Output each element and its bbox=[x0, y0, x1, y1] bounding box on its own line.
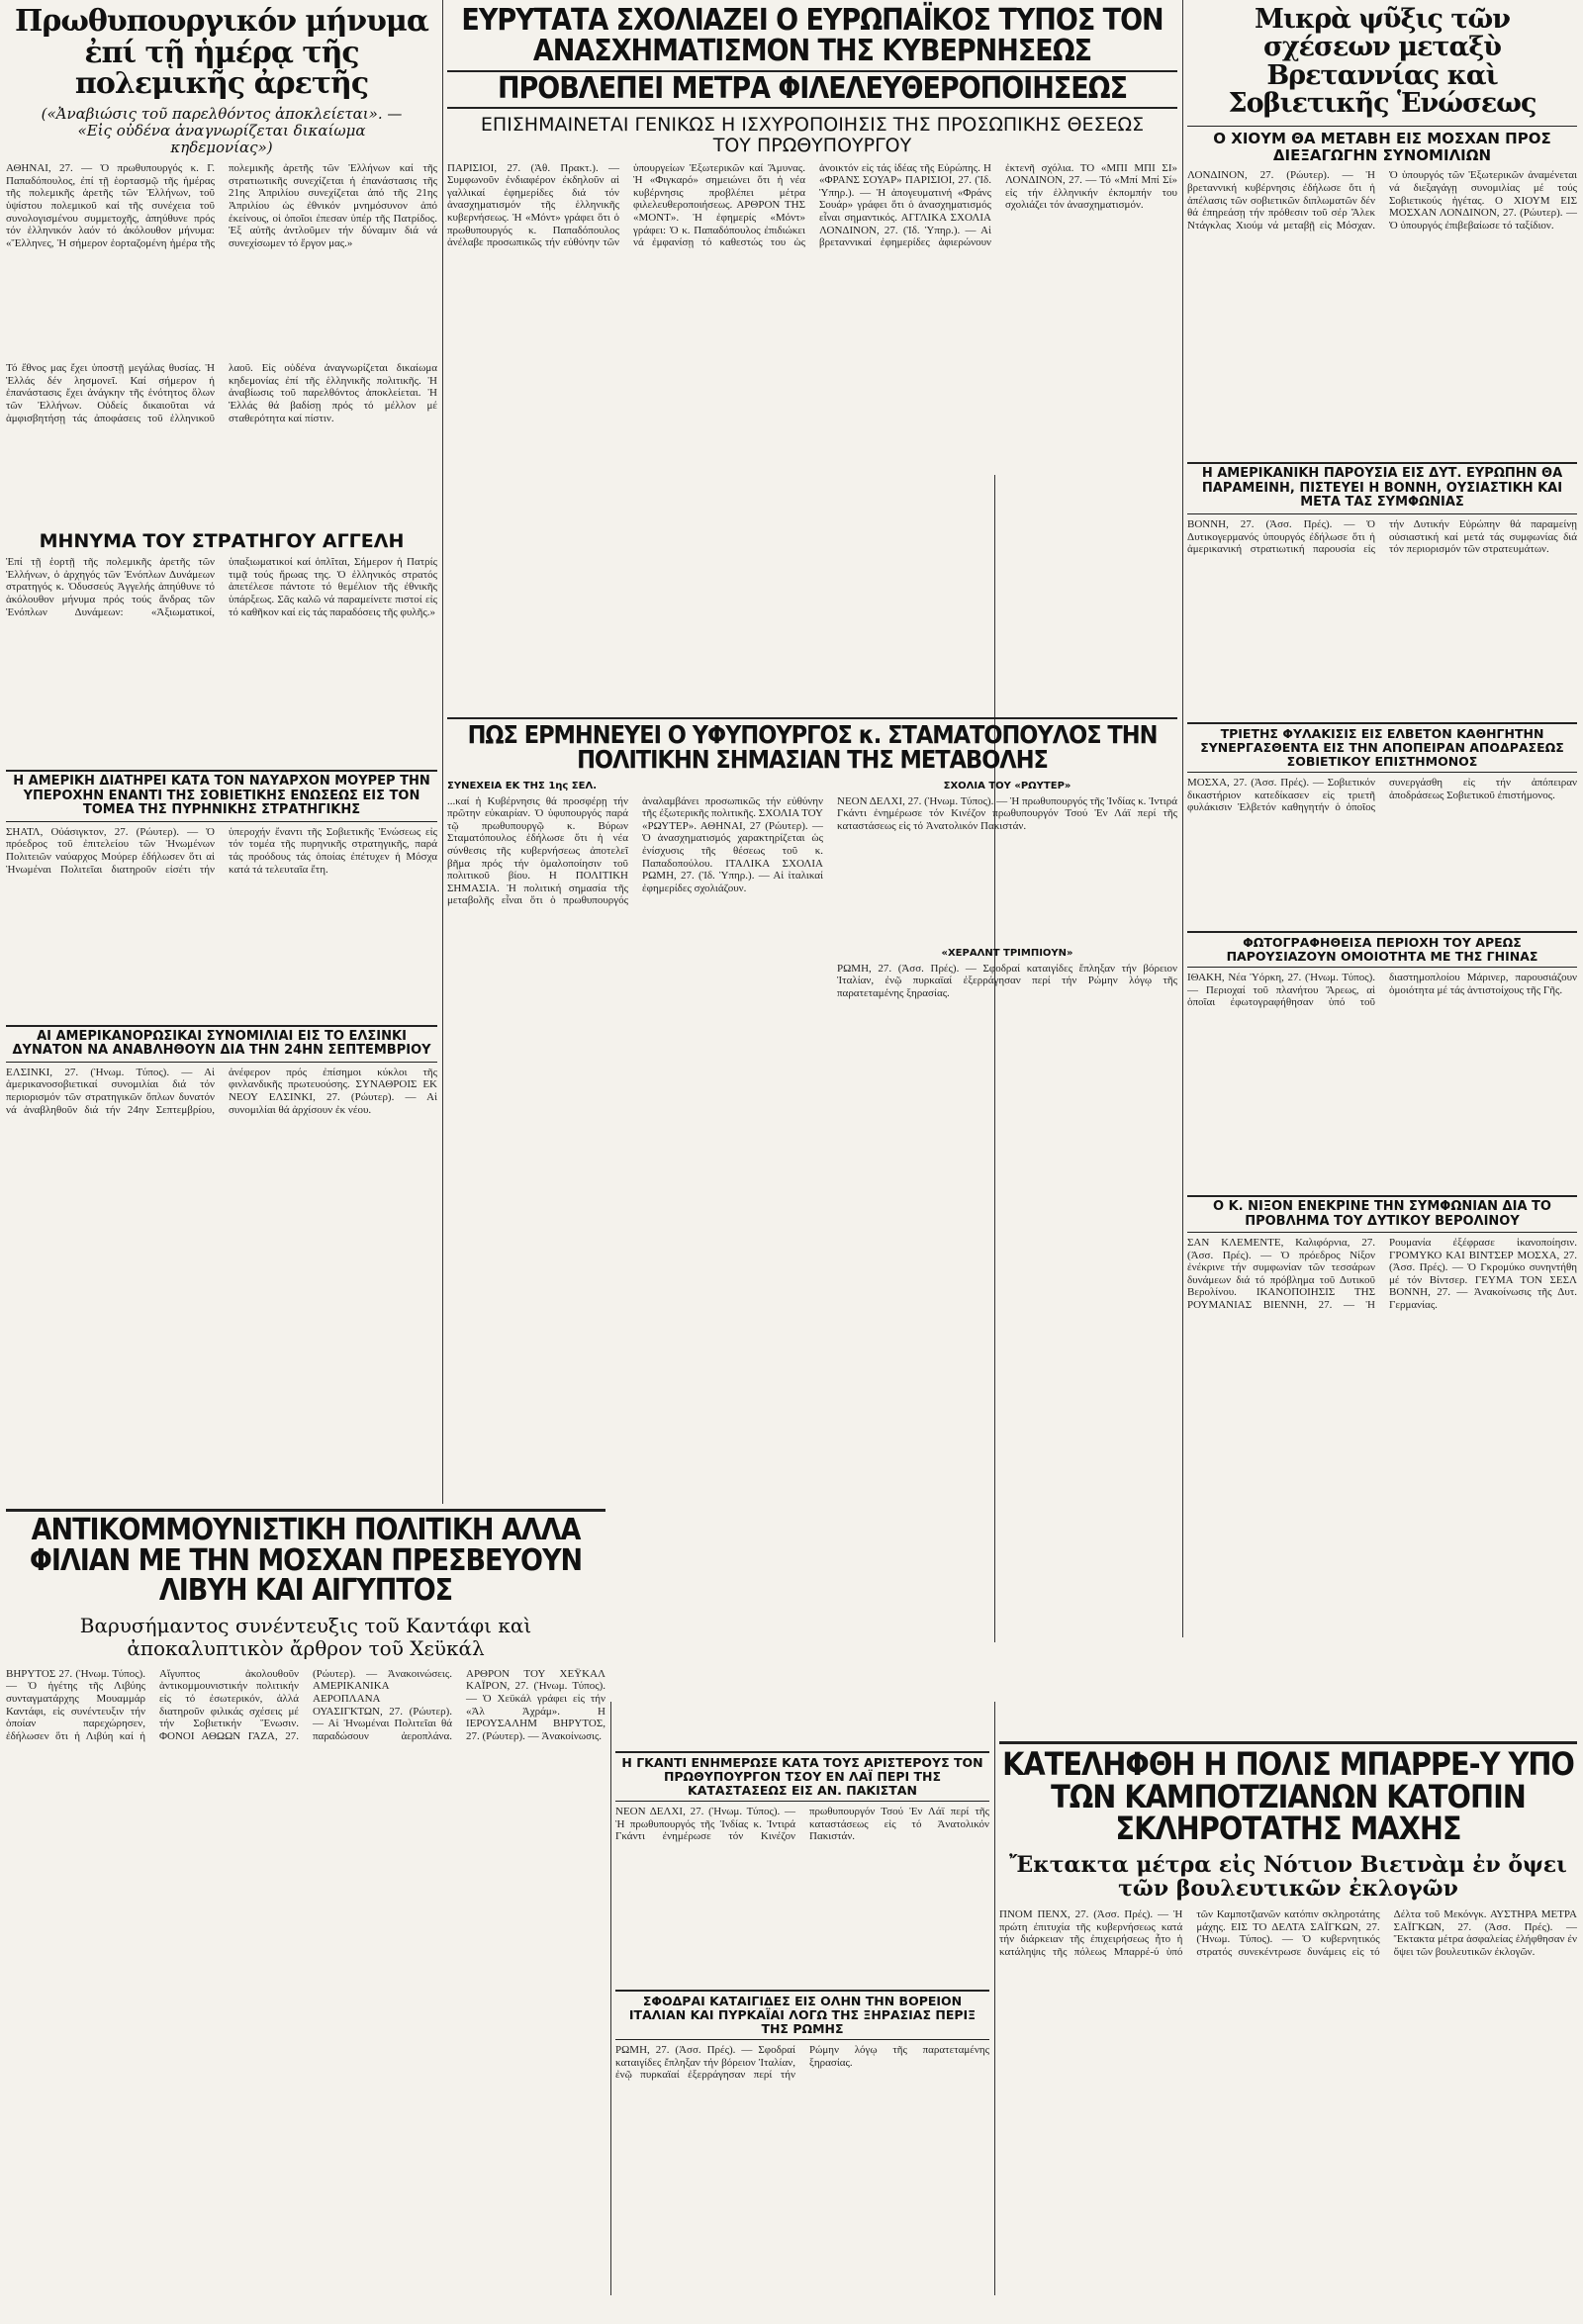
berlin-body: ΣΑΝ ΚΛΕΜΕΝΤΕ, Καλιφόρνια, 27. (Ἀσσ. Πρές). — Ὁ πρόεδρος Νίξον ἐνέκρινε τήν συμφωνίαν τῶν τεσσάρων δυνάμεων διά τό πρόβλημα τοῦ Δυτικοῦ Βερολίνου. ΙΚΑΝΟΠΟΙΗΣΙΣ ΤΗΣ ΡΟΥΜΑΝΙΑΣ ΒΙΕΝΝΗ, 27. — Ἡ Ρουμανία ἐξέφρασε ἱκανοποίησιν. ΓΡΟΜΥΚΟ ΚΑΙ ΒΙΝΤΣΕΡ ΜΟΣΧΑ, 27. (Ἀσσ. Πρές). — Ὁ Γκρομύκο συνηντήθη μέ τόν Βίντσερ. ΓΕΥΜΑ ΤΟΝ ΣΕΣΛ ΒΟΝΝΗ, 27. — Ἀνακοίνωσις τῆς Δυτ. Γερμανίας. bbox=[1187, 1237, 1577, 1312]
stamatopoulos-headline: ΠΩΣ ΕΡΜΗΝΕΥΕΙ Ο ΥΦΥΠΟΥΡΓΟΣ κ. ΣΤΑΜΑΤΟΠΟΥΛΟΣ ΤΗΝ ΠΟΛΙΤΙΚΗΝ ΣΗΜΑΣΙΑΝ ΤΗΣ ΜΕΤΑΒΟΛΗΣ bbox=[447, 717, 1177, 773]
bonn-headline: Η ΑΜΕΡΙΚΑΝΙΚΗ ΠΑΡΟΥΣΙΑ ΕΙΣ ΔΥΤ. ΕΥΡΩΠΗΝ ΘΑ ΠΑΡΑΜΕΙΝΗ, ΠΙΣΤΕΥΕΙ Η ΒΟΝΝΗ, ΟΥΣΙΑΣΤΙΚΗ ΚΑΙ ΜΕΤΑ ΤΑΣ ΣΥΜΦΩΝΙΑΣ bbox=[1187, 462, 1577, 514]
angelis-headline: ΜΗΝΥΜΑ ΤΟΥ ΣΤΡΑΤΗΓΟΥ ΑΓΓΕΛΗ bbox=[39, 530, 405, 553]
european-press-headline: ΕΥΡΥΤΑΤΑ ΣΧΟΛΙΑΖΕΙ Ο ΕΥΡΩΠΑΪΚΟΣ ΤΥΠΟΣ ΤΟΝ ΑΝΑΣΧΗΜΑΤΙΣΜΟΝ ΤΗΣ ΚΥΒΕΡΝΗΣΕΩΣ bbox=[461, 3, 1164, 68]
angelis-body: Ἐπί τῇ ἑορτῇ τῆς πολεμικῆς ἀρετῆς τῶν Ἑλλήνων, ὁ ἀρχηγός τῶν Ἐνόπλων Δυνάμεων στρατηγός κ. Ὀδυσσεύς Ἀγγελής ἀπηύθυνε τό ἀκόλουθον μήνυμα πρός τούς ἄνδρας τῶν Ἐνόπλων Δυνάμεων: «Ἀξιωματικοί, ὑπαξιωματικοί καί ὁπλῖται, Σήμερον ἡ Πατρίς τιμᾷ τούς ἥρωας της. Ὁ ἑλληνικός στρατός ἀπετέλεσε πάντοτε τό θεμέλιον τῆς ἐθνικῆς ὑπάρξεως. Σᾶς καλῶ νά παραμείνετε πιστοί εἰς τό καθῆκον καί εἰς τάς παραδόσεις τῆς φυλῆς.» bbox=[6, 556, 437, 618]
center-column bbox=[447, 0, 1177, 1429]
libya-egypt-dek: Βαρυσήμαντος συνέντευξις τοῦ Καντάφι καὶ ἀποκαλυπτικὸν ἄρθρον τοῦ Χεϋκάλ bbox=[79, 1613, 532, 1660]
reuters-subhead: ΣΧΟΛΙΑ ΤΟΥ «ΡΩΥΤΕΡ» bbox=[943, 780, 1071, 791]
uk-ussr-headline: Μικρὰ ψῦξις τῶν σχέσεων μεταξὺ Βρεταννίας καὶ Σοβιετικῆς Ἑνώσεως bbox=[1228, 4, 1536, 120]
nuclear-headline: Η ΑΜΕΡΙΚΗ ΔΙΑΤΗΡΕΙ ΚΑΤΑ ΤΟΝ ΝΑΥΑΡΧΟΝ ΜΟΥΡΕΡ ΤΗΝ ΥΠΕΡΟΧΗΝ ΕΝΑΝΤΙ ΤΗΣ ΣΟΒΙΕΤΙΚΗΣ ΕΝΩΣΕΩΣ ΕΙΣ ΤΟΝ ΤΟΜΕΑ ΤΗΣ ΠΥΡΗΝΙΚΗΣ ΣΤΡΑΤΗΓΙΚΗΣ bbox=[6, 770, 437, 822]
gandhi-body: ΝΕΟΝ ΔΕΛΧΙ, 27. (Ἡνωμ. Τύπος). — Ἡ πρωθυπουργός τῆς Ἰνδίας κ. Ἰντιρά Γκάντι ἐνημέρωσε τόν Κινέζον πρωθυπουργόν Τσού Ἐν Λάϊ περί τῆς καταστάσεως εἰς τό Ἀνατολικόν Πακιστάν. bbox=[615, 1806, 989, 1843]
vietnam-dek: Ἔκτακτα μέτρα εἰς Νότιον Βιετνὰμ ἐν ὄψει τῶν βουλευτικῶν ἐκλογῶν bbox=[1009, 1851, 1567, 1903]
herald-body: ΡΩΜΗ, 27. (Ἀσσ. Πρές). — Σφοδραί καταιγίδες ἔπληξαν τήν βόρειον Ἰταλίαν, ἐνῷ πυρκαϊαί ἐξερράγησαν περί τήν Ρώμην λόγῳ τῆς παρατεταμένης ξηρασίας. bbox=[837, 962, 1177, 999]
bottom-right-article bbox=[999, 1741, 1577, 2324]
column-rule bbox=[610, 1702, 611, 2295]
pm-message-headline: Πρωθυπουργικόν μήνυμα ἐπί τῇ ἡμέρᾳ τῆς πολεμικῆς ἀρετῆς bbox=[15, 4, 428, 101]
berlin-headline: Ο Κ. ΝΙΞΟΝ ΕΝΕΚΡΙΝΕ ΤΗΝ ΣΥΜΦΩΝΙΑΝ ΔΙΑ ΤΟ ΠΡΟΒΛΗΜΑ ΤΟΥ ΔΥΤΙΚΟΥ ΒΕΡΟΛΙΝΟΥ bbox=[1187, 1195, 1577, 1233]
column-rule bbox=[994, 1702, 995, 2295]
swiss-professor-headline: ΤΡΙΕΤΗΣ ΦΥΛΑΚΙΣΙΣ ΕΙΣ ΕΛΒΕΤΟΝ ΚΑΘΗΓΗΤΗΝ ΣΥΝΕΡΓΑΣΘΕΝΤΑ ΕΙΣ ΤΗΝ ΑΠΟΠΕΙΡΑΝ ΑΠΟΔΡΑΣΕΩΣ ΣΟΒΙΕΤΙΚΟΥ ΕΠΙΣΤΗΜΟΝΟΣ bbox=[1187, 722, 1577, 773]
bottom-left-article bbox=[6, 1509, 605, 2262]
pm-position-subhead: ΕΠΙΣΗΜΑΙΝΕΤΑΙ ΓΕΝΙΚΩΣ Η ΙΣΧΥΡΟΠΟΙΗΣΙΣ ΤΗΣ ΠΡΟΣΩΠΙΚΗΣ ΘΕΣΕΩΣ ΤΟΥ ΠΡΩΘΥΠΟΥΡΓΟΥ bbox=[480, 113, 1145, 156]
italy-storm-headline: ΣΦΟΔΡΑΙ ΚΑΤΑΙΓΙΔΕΣ ΕΙΣ ΟΛΗΝ ΤΗΝ ΒΟΡΕΙΟΝ ΙΤΑΛΙΑΝ ΚΑΙ ΠΥΡΚΑΪΑΙ ΛΟΓΩ ΤΗΣ ΞΗΡΑΣΙΑΣ ΠΕΡΙΞ ΤΗΣ ΡΩΜΗΣ bbox=[615, 1990, 989, 2040]
gandhi-headline: Η ΓΚΑΝΤΙ ΕΝΗΜΕΡΩΣΕ ΚΑΤΑ ΤΟΥΣ ΑΡΙΣΤΕΡΟΥΣ ΤΟΝ ΠΡΩΘΥΠΟΥΡΓΟΝ ΤΣΟΥ ΕΝ ΛΑΪ ΠΕΡΙ ΤΗΣ ΚΑΤΑΣΤΑΣΕΩΣ ΕΙΣ ΑΝ. ΠΑΚΙΣΤΑΝ bbox=[615, 1751, 989, 1802]
cambodia-body: ΠΝΟΜ ΠΕΝΧ, 27. (Ἀσσ. Πρές). — Ἡ πρώτη ἐπιτυχία τῆς κυβερνήσεως κατά τήν διάρκειαν τῆς ἐπιχειρήσεως ἦτο ἡ κατάληψις τῆς πόλεως Μπαρρέ-ύ ὑπό τῶν Καμποτζιανῶν κατόπιν σκληροτάτης μάχης. ΕΙΣ ΤΟ ΔΕΛΤΑ ΣΑΪΓΚΩΝ, 27. (Ἡνωμ. Τύπος). — Ὁ κυβερνητικός στρατός συνεκέντρωσε δυνάμεις εἰς τό Δέλτα τοῦ Μεκόνγκ. ΑΥΣΤΗΡΑ ΜΕΤΡΑ ΣΑΪΓΚΩΝ, 27. (Ἀσσ. Πρές). — Ἔκτακτα μέτρα ἀσφαλείας ἐλήφθησαν ἐν ὄψει τῶν βουλευτικῶν ἐκλογῶν. bbox=[999, 1908, 1577, 1959]
bonn-body: ΒΟΝΝΗ, 27. (Ἀσσ. Πρές). — Ὁ Δυτικογερμανός ὑπουργός ἐδήλωσε ὅτι ἡ ἀμερικανική στρατιωτική παρουσία εἰς τήν Δυτικήν Εὐρώπην θά παραμείνῃ οὐσιαστική καί μετά τάς συμφωνίας διά τόν περιορισμόν τῶν στρατευμάτων. bbox=[1187, 518, 1577, 556]
pm-message-body: ΑΘΗΝΑΙ, 27. — Ὁ πρωθυπουργός κ. Γ. Παπαδόπουλος, ἐπί τῇ ἑορτασμῷ τῆς ἡμέρας τῆς πολεμικῆς ἀρετῆς τῶν Ἑλλήνων, τοῦ ὑψίστου πολεμικοῦ καί τῆς συνέχεια τοῦ συνολογισμένου συμμετοχῆς, ἀπηύθυνε πρός τόν ἑλληνικόν λαόν τό ἀκόλουθον μήνυμα: «Ἕλληνες, Ἡ σήμερον ἑορταζομένη ἡμέρα τῆς πολεμικῆς ἀρετῆς τῶν Ἑλλήνων καί τῆς στρατιωτικῆς συνεχίζεται ἡ ἐπανάστασις τῆς 21ης Ἀπριλίου συνεχίζεται ἀπό τῆς 21ης Ἀπριλίου ὡς ἐθνικόν μνημόσυνον ἀπό ἐκείνους, οἱ ὁποῖοι ἐπεσαν ὑπέρ τῆς Πατρίδος. Ἐξ αὐτῆς ἀντλοῦμεν τήν δύναμιν διά νά συνεχίσωμεν τό ἔργον μας.» bbox=[6, 162, 437, 249]
hume-moscow-subhead: Ο ΧΙΟΥΜ ΘΑ ΜΕΤΑΒΗ ΕΙΣ ΜΟΣΧΑΝ ΠΡΟΣ ΔΙΕΞΑΓΩΓΗΝ ΣΥΝΟΜΙΛΙΩΝ bbox=[1187, 126, 1577, 163]
right-column bbox=[1187, 0, 1577, 1613]
reuters-body: ΝΕΟΝ ΔΕΛΧΙ, 27. (Ἡνωμ. Τύπος). — Ἡ πρωθυπουργός τῆς Ἰνδίας κ. Ἰντιρά Γκάντι ἐνημέρωσε τόν Κινέζον πρωθυπουργόν Τσού Ἐν Λάϊ περί τῆς καταστάσεως εἰς τό Ἀνατολικόν Πακιστάν. bbox=[837, 794, 1177, 832]
european-press-body: ΠΑΡΙΣΙΟΙ, 27. (Ἀθ. Πρακτ.). — Συμφωνοῦν ἐνδιαφέρον ἐκδηλοῦν αἱ γαλλικαί ἐφημερίδες διά τόν ἀνασχηματισμόν τῆς ἑλληνικῆς κυβερνήσεως. Ἡ «Μόντ» γράφει ὅτι ὁ πρωθυπουργός κ. Παπαδόπουλος ἀνέλαβε προσωπικῶς τήν εὐθύνην τῶν ὑπουργείων Ἐξωτερικῶν καί Ἄμυνας. Ἡ «Φιγκαρό» σημειώνει ὅτι ἡ νέα κυβέρνησις προβλέπει μέτρα φιλελευθεροποιήσεως. ΑΡΘΡΟΝ ΤΗΣ «ΜΟΝΤ». Ἡ ἐφημερίς «Μόντ» γράφει: Ὁ κ. Παπαδόπουλος ἐπιδιώκει νά ἐμφανίσῃ τό καθεστώς του ὡς ἀνοικτόν εἰς τάς ἰδέας τῆς Εὐρώπης. Η «ΦΡΑΝΣ ΣΟΥΑΡ» ΠΑΡΙΣΙΟΙ, 27. (Ἰδ. Ὑπηρ.). — Ἡ ἀπογευματινή «Φράνς Σουάρ» γράφει ὅτι ὁ ἀνασχηματισμός εἶναι σημαντικός. ΑΓΓΛΙΚΑ ΣΧΟΛΙΑ ΛΟΝΔΙΝΟΝ, 27. (Ἰδ. Ὑπηρ.). — Αἱ βρεταννικαί ἐφημερίδες ἀφιερώνουν ἐκτενῆ σχόλια. ΤΟ «ΜΠΙ ΜΠΙ ΣΙ» ΛΟΝΔΙΝΟΝ, 27. — Τό «Μπί Μπί Σί» εἰς τήν ἑλληνικήν ἐκπομπήν του σχολιάζει τόν ἀνασχηματισμόν. bbox=[447, 161, 1177, 249]
libya-egypt-body: ΒΗΡΥΤΟΣ 27. (Ἡνωμ. Τύπος). — Ὁ ἡγέτης τῆς Λιβύης συνταγματάρχης Μουαμμάρ Καντάφι, εἰς συνέντευξιν τήν ὁποίαν παρεχώρησεν, ἐδήλωσεν ὅτι ἡ Λιβύη καί ἡ Αἴγυπτος ἀκολουθοῦν ἀντικομμουνιστικήν πολιτικήν εἰς τό ἐσωτερικόν, ἀλλά διατηροῦν φιλικάς σχέσεις μέ τήν Σοβιετικήν Ἕνωσιν. ΦΟΝΟΙ ΑΘΩΩΝ ΓΑΖΑ, 27. (Ρώυτερ). — Ἀνακοινώσεις. ΑΜΕΡΙΚΑΝΙΚΑ ΑΕΡΟΠΛΑΝΑ ΟΥΑΣΙΓΚΤΩΝ, 27. (Ρώυτερ). — Αἱ Ἡνωμέναι Πολιτεῖαι θά παραδώσουν ἀεροπλάνα. ΑΡΘΡΟΝ ΤΟΥ ΧΕΫΚΑΛ ΚΑΪΡΟΝ, 27. (Ἡνωμ. Τύπος). — Ὁ Χεϋκάλ γράφει εἰς τήν «Ἀλ Ἀχράμ». Η ΙΕΡΟΥΣΑΛΗΜ ΒΗΡΥΤΟΣ, 27. (Ρώυτερ). — Ἀνακοίνωσις. bbox=[6, 1667, 605, 1742]
cambodia-headline: ΚΑΤΕΛΗΦΘΗ Η ΠΟΛΙΣ ΜΠΑΡΡΕ-Υ ΥΠΟ ΤΩΝ ΚΑΜΠΟΤΖΙΑΝΩΝ ΚΑΤΟΠΙΝ ΣΚΛΗΡΟΤΑΤΗΣ ΜΑΧΗΣ bbox=[999, 1741, 1577, 1845]
helsinki-body: ΕΛΣΙΝΚΙ, 27. (Ἡνωμ. Τύπος). — Αἱ ἀμερικανοσοβιετικαί συνομιλίαι διά τόν περιορισμόν τῶν στρατηγικῶν ὅπλων δυνατόν νά ἀναβληθοῦν διά τήν 24ην Σεπτεμβρίου, ἀνέφερον πρός ἐπίσημοι κύκλοι τῆς φινλανδικῆς πρωτευούσης. ΣΥΝΑΘΡΟΙΣ ΕΚ ΝΕΟΥ ΕΛΣΙΝΚΙ, 27. (Ρώυτερ). — Αἱ συνομιλίαι θά ἀρχίσουν ἐκ νέου. bbox=[6, 1066, 437, 1116]
column-rule bbox=[442, 0, 443, 1504]
helsinki-headline: ΑΙ ΑΜΕΡΙΚΑΝΟΡΩΣΙΚΑΙ ΣΥΝΟΜΙΛΙΑΙ ΕΙΣ ΤΟ ΕΛΣΙΝΚΙ ΔΥΝΑΤΟΝ ΝΑ ΑΝΑΒΛΗΘΟΥΝ ΔΙΑ ΤΗΝ 24ΗΝ ΣΕΠΤΕΜΒΡΙΟΥ bbox=[6, 1025, 437, 1063]
pm-message-dek: («Ἀναβιώσις τοῦ παρελθόντος ἀποκλείεται». — «Εἰς οὐδένα ἀναγνωρίζεται δικαίωμα κηδεμονίας») bbox=[41, 104, 403, 156]
herald-subhead: «ΧΕΡΑΛΝΤ ΤΡΙΜΠΙΟΥΝ» bbox=[941, 947, 1073, 959]
pm-message-body-cont: Τό ἔθνος μας ἔχει ὑποστῇ μεγάλας θυσίας. Ἡ Ἑλλάς δέν λησμονεῖ. Καί σήμερον ἡ ἐπανάστασις ἔχει ἀνάγκην τῆς ἑνότητος ὅλων τῶν Ἑλλήνων. Οὐδείς δικαιοῦται νά ἀμφισβητήσῃ τάς ἀποφάσεις τοῦ ἑλληνικοῦ λαοῦ. Εἰς οὐδένα ἀναγνωρίζεται δικαίωμα κηδεμονίας ἐπί τῆς ἑλληνικῆς πολιτικῆς. Ἡ ἀναβίωσις τοῦ παρελθόντος ἀποκλείεται. Ἡ Ἑλλάς θά βαδίσῃ πρός τό μέλλον μέ σταθερότητα καί πίστιν. bbox=[6, 362, 437, 424]
mars-headline: ΦΩΤΟΓΡΑΦΗΘΕΙΣΑ ΠΕΡΙΟΧΗ ΤΟΥ ΑΡΕΩΣ ΠΑΡΟΥΣΙΑΖΟΥΝ ΟΜΟΙΟΤΗΤΑ ΜΕ ΤΗΣ ΓΗΙΝΑΣ bbox=[1187, 931, 1577, 968]
column-rule bbox=[1182, 0, 1183, 1637]
stamatopoulos-body: ...καί ἡ Κυβέρνησις θά προσφέρῃ τήν πρῶτην εὐκαιρίαν. Ὁ ὑφυπουργός παρά τῷ πρωθυπουργῷ κ. Βύρων Σταματόπουλος ἐδήλωσε ὅτι ἡ νέα σύνθεσις τῆς κυβερνήσεως ἀποτελεῖ βῆμα πρός τήν ὁμαλοποίησιν τοῦ πολιτικοῦ βίου. Η ΠΟΛΙΤΙΚΗ ΣΗΜΑΣΙΑ. Ἡ πολιτική σημασία τῆς μεταβολῆς εἶναι ὅτι ὁ πρωθυπουργός ἀναλαμβάνει προσωπικῶς τήν εὐθύνην τῆς ἐξωτερικῆς πολιτικῆς. ΣΧΟΛΙΑ ΤΟΥ «ΡΩΥΤΕΡ». ΑΘΗΝΑΙ, 27 (Ρώυτερ). — Ὁ ἀνασχηματισμός χαρακτηρίζεται ὡς ἐνίσχυσις τῆς θέσεως τοῦ κ. Παπαδοπούλου. ΙΤΑΛΙΚΑ ΣΧΟΛΙΑ ΡΩΜΗ, 27. (Ἰδ. Ὑπηρ.). — Αἱ ἰταλικαί ἐφημερίδες σχολιάζουν. bbox=[447, 794, 823, 907]
continued-label: ΣΥΝΕΧΕΙΑ ΕΚ ΤΗΣ 1ης ΣΕΛ. bbox=[447, 780, 598, 791]
italy-storm-body: ΡΩΜΗ, 27. (Ἀσσ. Πρές). — Σφοδραί καταιγίδες ἔπληξαν τήν βόρειον Ἰταλίαν, ἐνῷ πυρκαϊαί ἐξερράγησαν περί τήν Ρώμην λόγῳ τῆς παρατεταμένης ξηρασίας. bbox=[615, 2044, 989, 2082]
nuclear-body: ΣΗΑΤΛ, Οὐάσιγκτον, 27. (Ρώυτερ). — Ὁ πρόεδρος τοῦ ἐπιτελείου τῶν Ἡνωμένων Πολιτειῶν ναύαρχος Μούρερ ἐδήλωσεν ὅτι αἱ Ἡνωμέναι Πολιτεῖαι διατηροῦν εἰσέτι τήν ὑπεροχήν ἔναντι τῆς Σοβιετικῆς Ἑνώσεως εἰς τόν τομέα τῆς πυρηνικῆς στρατηγικῆς, παρά τάς προόδους τάς ὁποίας ἐπέτυχεν ἡ Μόσχα κατά τά τελευταῖα ἔτη. bbox=[6, 825, 437, 876]
mars-body: ΙΘΑΚΗ, Νέα Ὑόρκη, 27. (Ἡνωμ. Τύπος). — Περιοχαί τοῦ πλανήτου Ἄρεως, αἱ ὁποῖαι ἐφωτογραφήθησαν ὑπό τοῦ διαστημοπλοίου Μάρινερ, παρουσιάζουν ὁμοιότητα μέ τάς ἀντιστοίχους τῆς Γῆς. bbox=[1187, 972, 1577, 1009]
stamatopoulos-article bbox=[447, 777, 1177, 1429]
swiss-professor-body: ΜΟΣΧΑ, 27. (Ἀσσ. Πρές). — Σοβιετικόν δικαστήριον κατεδίκασεν εἰς τριετῆ φυλάκισιν Ἐλβετόν καθηγητήν ὁ ὁποῖος συνεργάσθη εἰς τήν ἀπόπειραν ἀποδράσεως Σοβιετικοῦ ἐπιστήμονος. bbox=[1187, 777, 1577, 814]
liberalization-headline: ΠΡΟΒΛΕΠΕΙ ΜΕΤΡΑ ΦΙΛΕΛΕΥΘΕΡΟΠΟΙΗΣΕΩΣ bbox=[447, 70, 1177, 109]
left-column bbox=[6, 0, 437, 1225]
uk-ussr-body: ΛΟΝΔΙΝΟΝ, 27. (Ρώυτερ). — Ἡ βρεταννική κυβέρνησις ἐδήλωσε ὅτι ἡ ἀπέλασις τῶν σοβιετικῶν διπλωματῶν δέν θά ἐπηρεάσῃ τήν πρόθεσιν τοῦ σέρ Ἄλεκ Ντάγκλας Χιούμ νά μεταβῇ εἰς Μόσχαν. Ὁ ὑπουργός τῶν Ἐξωτερικῶν ἀναμένεται νά διεξαγάγῃ συνομιλίας μέ τούς Σοβιετικούς ἡγέτας. Ο ΧΙΟΥΜ ΕΙΣ ΜΟΣΧΑΝ ΛΟΝΔΙΝΟΝ, 27. (Ρώυτερ). — Ὁ ὑπουργός ἐπιβεβαίωσε τό ταξίδιον. bbox=[1187, 169, 1577, 232]
center-bottom-column bbox=[615, 1751, 989, 2242]
libya-egypt-headline: ΑΝΤΙΚΟΜΜΟΥΝΙΣΤΙΚΗ ΠΟΛΙΤΙΚΗ ΑΛΛΑ ΦΙΛΙΑΝ ΜΕ ΤΗΝ ΜΟΣΧΑΝ ΠΡΕΣΒΕΥΟΥΝ ΛΙΒΥΗ ΚΑΙ ΑΙΓΥΠΤΟΣ bbox=[6, 1509, 605, 1607]
